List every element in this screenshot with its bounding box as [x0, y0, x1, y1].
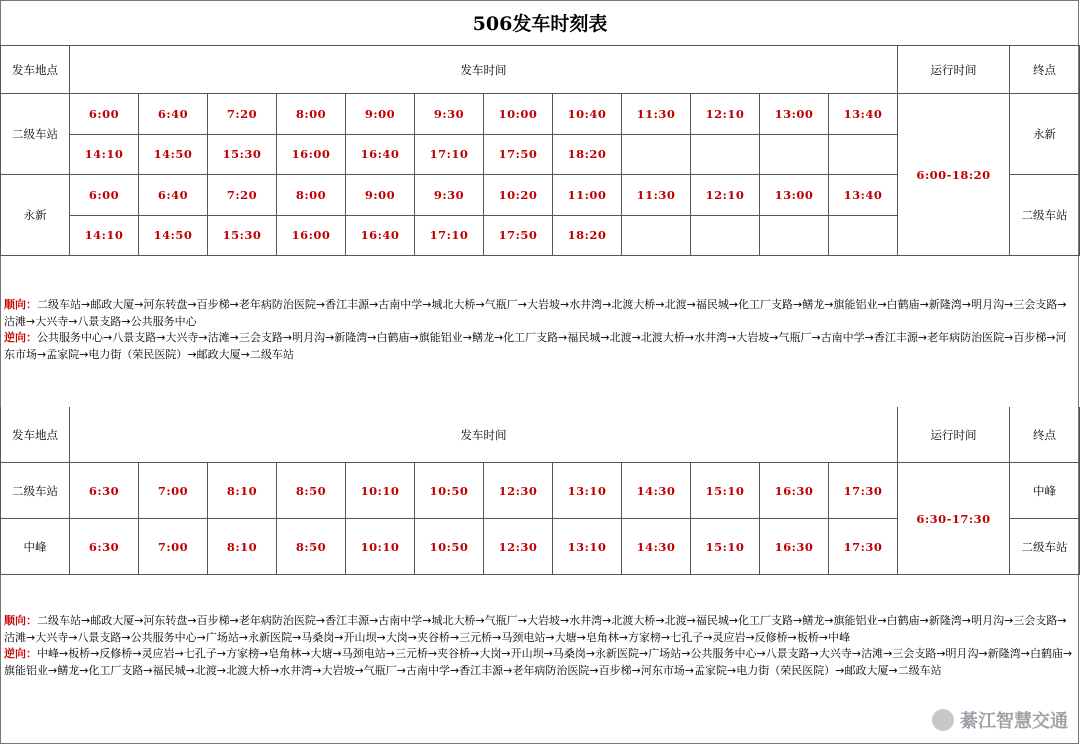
departure-time: 13:40	[829, 94, 898, 135]
watermark-text: 綦江智慧交通	[960, 711, 1068, 732]
departure-time: 18:20	[553, 135, 622, 176]
header-terminus: 终点	[1010, 46, 1080, 94]
departure-time: 12:10	[691, 175, 760, 216]
departure-time: 13:00	[760, 175, 829, 216]
departure-time: 8:00	[277, 94, 346, 135]
departure-time: 16:40	[346, 216, 415, 257]
departure-time: 16:30	[760, 519, 829, 575]
origin-stop: 永新	[0, 175, 70, 256]
page-title: 506发车时刻表	[0, 0, 1080, 46]
departure-time: 6:00	[70, 175, 139, 216]
forward-label: 顺向：	[4, 614, 37, 627]
departure-time: 11:00	[553, 175, 622, 216]
departure-time: 17:50	[484, 216, 553, 257]
forward-label: 顺向：	[4, 298, 37, 311]
departure-time: 18:20	[553, 216, 622, 257]
reverse-label: 逆向：	[4, 331, 37, 344]
departure-time: 15:30	[208, 216, 277, 257]
departure-time: 10:10	[346, 519, 415, 575]
departure-time: 10:50	[415, 519, 484, 575]
departure-time: 6:40	[139, 175, 208, 216]
departure-time: 7:00	[139, 463, 208, 519]
origin-stop: 二级车站	[0, 94, 70, 175]
departure-time	[622, 135, 691, 176]
departure-time: 16:40	[346, 135, 415, 176]
runtime-range: 6:30-17:30	[898, 463, 1010, 575]
departure-time: 10:40	[553, 94, 622, 135]
departure-time	[622, 216, 691, 257]
header-origin: 发车地点	[0, 407, 70, 463]
wechat-icon	[932, 709, 954, 731]
runtime-range: 6:00-18:20	[898, 94, 1010, 256]
departure-time: 17:10	[415, 135, 484, 176]
departure-time: 8:10	[208, 463, 277, 519]
departure-time: 11:30	[622, 175, 691, 216]
departure-time: 10:10	[346, 463, 415, 519]
departure-time: 14:10	[70, 216, 139, 257]
origin-stop: 中峰	[0, 519, 70, 575]
departure-time: 16:00	[277, 216, 346, 257]
reverse-label: 逆向：	[4, 647, 37, 660]
departure-time: 8:50	[277, 519, 346, 575]
departure-time: 6:40	[139, 94, 208, 135]
departure-time: 17:30	[829, 463, 898, 519]
route-note-2	[0, 613, 1080, 679]
departure-time	[760, 216, 829, 257]
departure-time: 8:50	[277, 463, 346, 519]
departure-time	[691, 216, 760, 257]
departure-time: 9:00	[346, 175, 415, 216]
departure-time: 14:50	[139, 135, 208, 176]
departure-time: 12:30	[484, 519, 553, 575]
departure-time: 11:30	[622, 94, 691, 135]
departure-time: 13:00	[760, 94, 829, 135]
departure-time: 9:30	[415, 94, 484, 135]
departure-time: 15:30	[208, 135, 277, 176]
wechat-watermark	[932, 707, 1068, 733]
departure-time: 17:30	[829, 519, 898, 575]
departure-time: 6:30	[70, 519, 139, 575]
departure-time	[760, 135, 829, 176]
header-times: 发车时间	[70, 407, 898, 463]
departure-time: 13:40	[829, 175, 898, 216]
header-times: 发车时间	[70, 46, 898, 94]
departure-time: 8:10	[208, 519, 277, 575]
departure-time	[691, 135, 760, 176]
departure-time: 7:20	[208, 94, 277, 135]
terminus-stop: 中峰	[1010, 463, 1080, 519]
departure-time: 14:30	[622, 519, 691, 575]
departure-time: 7:00	[139, 519, 208, 575]
departure-time: 7:20	[208, 175, 277, 216]
departure-time	[829, 216, 898, 257]
header-runtime: 运行时间	[898, 407, 1010, 463]
departure-time: 14:50	[139, 216, 208, 257]
departure-time: 15:10	[691, 519, 760, 575]
terminus-stop: 永新	[1010, 94, 1080, 175]
departure-time: 10:50	[415, 463, 484, 519]
departure-time: 10:20	[484, 175, 553, 216]
departure-time: 17:50	[484, 135, 553, 176]
reverse-route: 公共服务中心→八景支路→大兴寺→沽滩→三会支路→明月沟→新隆湾→白鹤庙→旗能铝业→鳝龙→化工厂支路→福民城→北渡→北渡大桥→水井湾→大岩坡→气瓶厂→古南中学→香江丰源→老年病防治医院→百步梯→河东市场→孟家院→电力街（荣民医院）→邮政大厦→二级车站	[4, 331, 1067, 361]
header-runtime: 运行时间	[898, 46, 1010, 94]
departure-time	[829, 135, 898, 176]
departure-time: 14:10	[70, 135, 139, 176]
terminus-stop: 二级车站	[1010, 175, 1080, 256]
departure-time: 12:10	[691, 94, 760, 135]
departure-time: 13:10	[553, 463, 622, 519]
departure-time: 10:00	[484, 94, 553, 135]
departure-time: 9:30	[415, 175, 484, 216]
departure-time: 6:30	[70, 463, 139, 519]
departure-time: 16:00	[277, 135, 346, 176]
departure-time: 16:30	[760, 463, 829, 519]
header-terminus: 终点	[1010, 407, 1080, 463]
departure-time: 14:30	[622, 463, 691, 519]
forward-route: 二级车站→邮政大厦→河东转盘→百步梯→老年病防治医院→香江丰源→古南中学→城北大桥→气瓶厂→大岩坡→水井湾→北渡大桥→北渡→福民城→化工厂支路→鳝龙→旗能铝业→白鹤庙→新隆湾→明月沟→三会支路→沽滩→大兴寺→八景支路→公共服务中心→广场站→永新医院→马桑岗→开山坝→大岗→夹谷桥→三元桥→马颈电站→大塘→皂角林→方家榜→七孔子→灵应岩→反修桥→板桥→中峰	[4, 614, 1067, 644]
reverse-route: 中峰→板桥→反修桥→灵应岩→七孔子→方家榜→皂角林→大塘→马颈电站→三元桥→夹谷桥→大岗→开山坝→马桑岗→永新医院→广场站→公共服务中心→八景支路→大兴寺→沽滩→三会支路→明月沟→新隆湾→白鹤庙→旗能铝业→鳝龙→化工厂支路→福民城→北渡→北渡大桥→水井湾→大岩坡→气瓶厂→古南中学→香江丰源→老年病防治医院→百步梯→河东市场→孟家院→电力街（荣民医院）→邮政大厦→二级车站	[4, 647, 1073, 677]
departure-time: 12:30	[484, 463, 553, 519]
departure-time: 17:10	[415, 216, 484, 257]
route-note-1	[0, 297, 1080, 363]
departure-time: 13:10	[553, 519, 622, 575]
forward-route: 二级车站→邮政大厦→河东转盘→百步梯→老年病防治医院→香江丰源→古南中学→城北大桥→气瓶厂→大岩坡→水井湾→北渡大桥→北渡→福民城→化工厂支路→鳝龙→旗能铝业→白鹤庙→新隆湾→明月沟→三会支路→沽滩→大兴寺→八景支路→公共服务中心	[4, 298, 1067, 328]
departure-time: 8:00	[277, 175, 346, 216]
departure-time: 6:00	[70, 94, 139, 135]
header-origin: 发车地点	[0, 46, 70, 94]
terminus-stop: 二级车站	[1010, 519, 1080, 575]
origin-stop: 二级车站	[0, 463, 70, 519]
departure-time: 9:00	[346, 94, 415, 135]
departure-time: 15:10	[691, 463, 760, 519]
